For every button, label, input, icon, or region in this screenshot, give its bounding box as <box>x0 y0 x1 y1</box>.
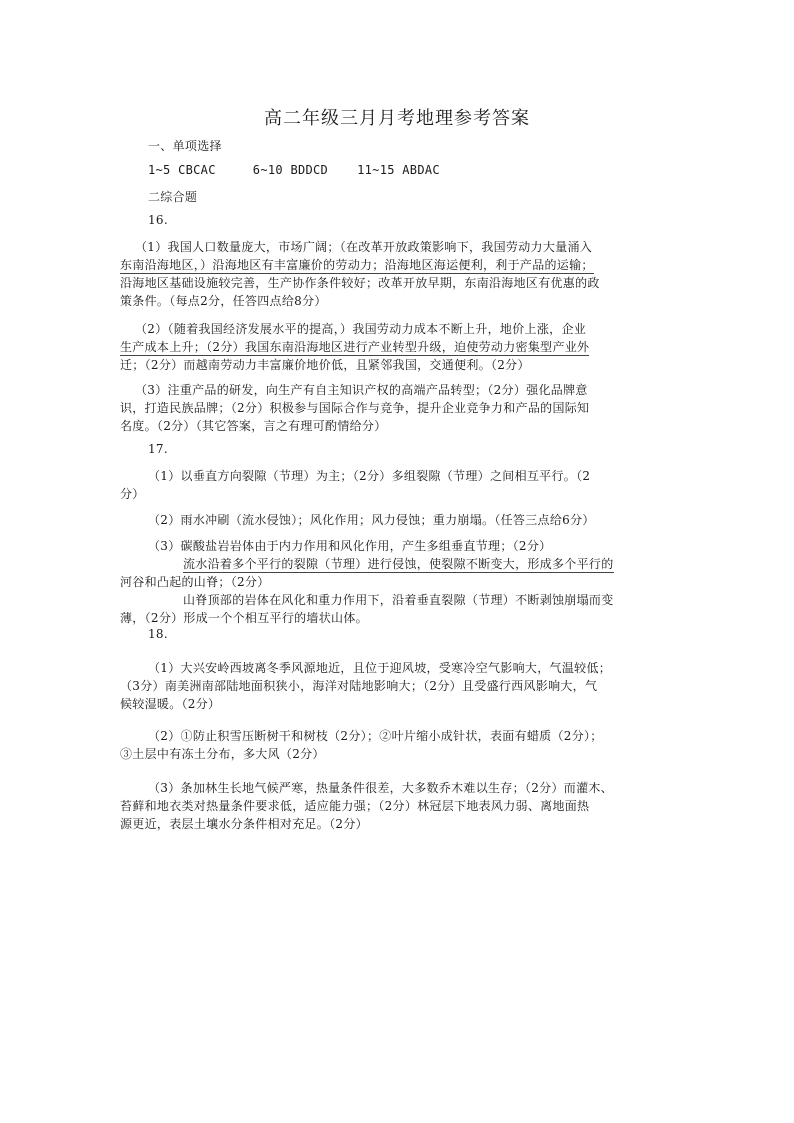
q17-p3-line-3: 河谷和凸起的山脊；（2分） <box>120 575 270 589</box>
q16-p3-line-1: （3）注重产品的研发，向生产有自主知识产权的高端产品转型；（2分）强化品牌意 <box>135 383 588 397</box>
q18-p3-line-2: 苔藓和地衣类对热量条件要求低，适应能力强；（2分）林冠层下地表风力弱、离地面热 <box>120 799 590 813</box>
section-2-heading: 二综合题 <box>148 190 198 204</box>
q17-p3-line-4: 山脊顶部的岩体在风化和重力作用下，沿着垂直裂隙（节理）不断剥蚀崩塌而变 <box>183 593 614 607</box>
q16-p1-line-4: 策条件。（每点2分，任答四点给8分） <box>120 294 327 308</box>
q17-p3-line-1: （3）碳酸盐岩岩体由于内力作用和风化作用，产生多组垂直节理；（2分） <box>148 539 552 553</box>
mc-range-1: 1~5 <box>148 163 171 177</box>
section-1-heading: 一、单项选择 <box>148 139 222 153</box>
q18-p1-line-3: 候较湿暖。（2分） <box>120 697 221 711</box>
q17-p3-line-5: 薄，（2分）形成一个个相互平行的墙状山体。 <box>120 611 368 625</box>
q17-p1-line-2: 分） <box>120 487 145 501</box>
q16-p2-line-2: 生产成本上升；（2分）我国东南沿海地区进行产业转型升级，迫使劳动力密集型产业外 <box>120 340 590 354</box>
q18-p3-line-3: 源更近，表层土壤水分条件相对充足。（2分） <box>120 817 368 831</box>
q16-p2-line-3: 迁；（2分）而越南劳动力丰富廉价地价低，且紧邻我国，交通便利。（2分） <box>120 358 530 372</box>
q16-p1-line-2: 东南沿海地区，）沿海地区有丰富廉价的劳动力；沿海地区海运便利，利于产品的运输； <box>120 258 594 272</box>
q16-p3-line-3: 名度。（2分）（其它答案，言之有理可酌情给分） <box>120 419 387 433</box>
q18-p2-line-1: （2）①防止积雪压断树干和树枝（2分）；②叶片缩小成针状，表面有蜡质（2分）； <box>148 729 603 743</box>
q16-number: 16. <box>148 213 168 227</box>
q17-p1-line-1: （1）以垂直方向裂隙（节理）为主；（2分）多组裂隙（节理）之间相互平行。（2 <box>148 469 591 483</box>
q18-p1-line-2: （3分）南美洲南部陆地面积狭小，海洋对陆地影响大；（2分）且受盛行西风影响大，气 <box>120 679 598 693</box>
mc-letters-1: CBCAC <box>178 163 216 177</box>
page-title: 高二年级三月月考地理参考答案 <box>264 108 530 129</box>
q18-p2-line-2: ③土层中有冻土分布，多大风（2分） <box>120 747 325 761</box>
mc-answers-row <box>148 163 440 177</box>
mc-range-3: 11~15 <box>357 163 395 177</box>
q17-p2: （2）雨水冲刷（流水侵蚀）；风化作用；风力侵蚀；重力崩塌。（任答三点给6分） <box>148 513 595 527</box>
mc-range-2: 6~10 <box>252 163 283 177</box>
q16-p2-line-1: （2）（随着我国经济发展水平的提高，）我国劳动力成本不断上升，地价上涨，企业 <box>135 322 587 336</box>
q18-p3-line-1: （3）条加林生长地气候严寒，热量条件很差，大多数乔木难以生存；（2分）而灌木、 <box>148 781 613 795</box>
q18-p1-line-1: （1）大兴安岭西坡离冬季风源地近，且位于迎风坡，受寒冷空气影响大，气温较低； <box>148 661 612 675</box>
mc-letters-2: BDDCD <box>290 163 329 177</box>
q16-p1-line-1: （1）我国人口数量庞大，市场广阔；（在改革开放政策影响下，我国劳动力大量涌入 <box>135 240 593 254</box>
q16-p3-line-2: 识，打造民族品牌；（2分）积极参与国际合作与竞争，提升企业竞争力和产品的国际知 <box>120 401 590 415</box>
q16-p1-line-3: 沿海地区基础设施较完善，生产协作条件较好；改革开放早期，东南沿海地区有优惠的政 <box>120 276 600 290</box>
q17-number: 17. <box>148 442 168 456</box>
q18-number: 18. <box>148 627 168 641</box>
mc-letters-3: ABDAC <box>402 163 440 177</box>
q17-p3-line-2: 流水沿着多个平行的裂隙（节理）进行侵蚀，使裂隙不断变大，形成多个平行的 <box>183 557 614 571</box>
